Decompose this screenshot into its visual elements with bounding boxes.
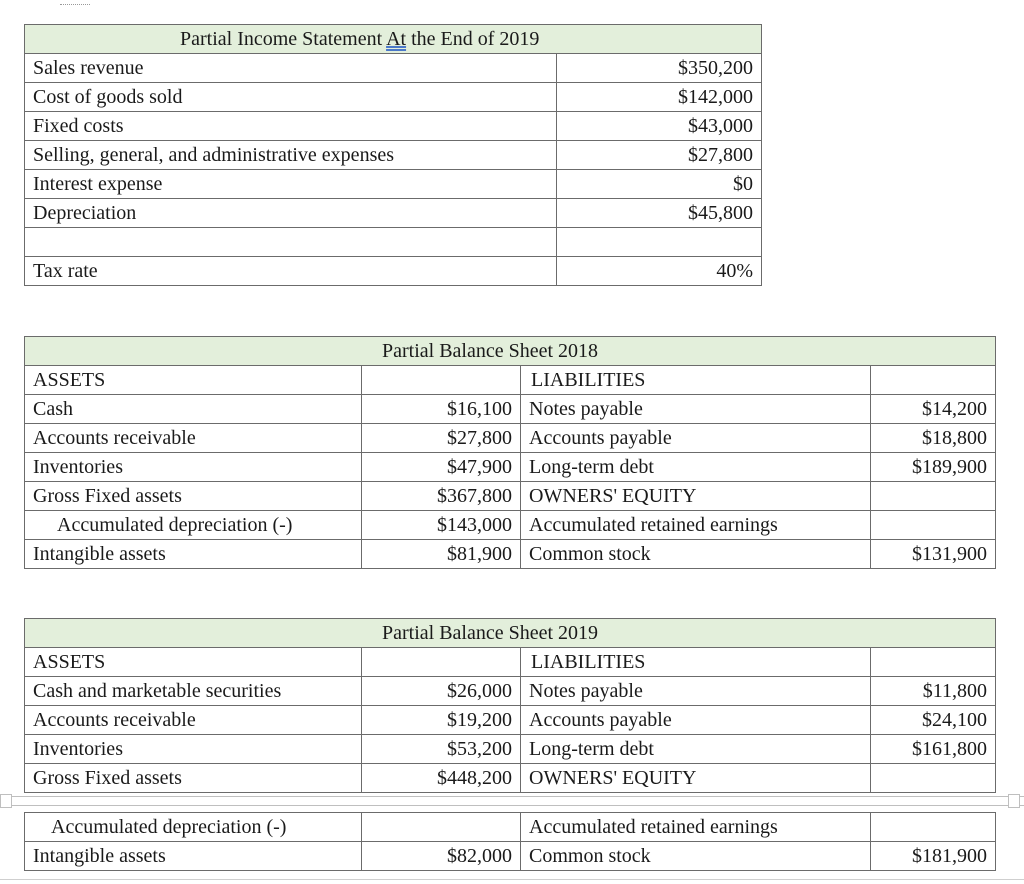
- table-row: Cost of goods sold $142,000: [25, 83, 762, 112]
- text-fragment: [60, 0, 90, 5]
- income-statement-title: Partial Income Statement At the End of 2019: [25, 25, 762, 54]
- tax-rate-label: Tax rate: [25, 257, 557, 286]
- table-row: Cash $16,100 Notes payable $14,200: [25, 395, 996, 424]
- balance-sheet-2018-title: Partial Balance Sheet 2018: [25, 337, 996, 366]
- page-break-marker-right: [1008, 794, 1020, 808]
- liabilities-heading: LIABILITIES: [521, 366, 871, 395]
- table-row: Accounts receivable $27,800 Accounts payable $18,800: [25, 424, 996, 453]
- tax-rate-value: 40%: [557, 257, 762, 286]
- balance-sheet-2019-continued: [24, 812, 996, 871]
- table-row: [25, 366, 996, 395]
- balance-sheet-2019-title: Partial Balance Sheet 2019: [25, 619, 996, 648]
- table-row: Selling, general, and administrative expenses $27,800: [25, 141, 762, 170]
- table-row: Accumulated depreciation (-) Accumulated retained earnings: [25, 813, 996, 842]
- assets-heading: ASSETS: [25, 366, 362, 395]
- table-row: Gross Fixed assets $448,200 OWNERS' EQUITY: [25, 764, 996, 793]
- table-row: [25, 648, 996, 677]
- table-row: Intangible assets $81,900 Common stock $131,900: [25, 540, 996, 569]
- table-row: Accounts receivable $19,200 Accounts payable $24,100: [25, 706, 996, 735]
- tax-rate-row: [25, 257, 762, 286]
- table-row: Cash and marketable securities $26,000 Notes payable $11,800: [25, 677, 996, 706]
- empty-row: [25, 228, 762, 257]
- table-row: Gross Fixed assets $367,800 OWNERS' EQUITY: [25, 482, 996, 511]
- page-break: [0, 796, 1024, 806]
- balance-sheet-2019-table: [24, 618, 996, 793]
- table-row: Intangible assets $82,000 Common stock $181,900: [25, 842, 996, 871]
- page-bottom-rule: [0, 879, 1024, 880]
- liabilities-heading: LIABILITIES: [521, 648, 871, 677]
- table-row: Inventories $47,900 Long-term debt $189,900: [25, 453, 996, 482]
- table-row: Interest expense $0: [25, 170, 762, 199]
- table-row: Depreciation $45,800: [25, 199, 762, 228]
- table-row: Fixed costs $43,000: [25, 112, 762, 141]
- income-statement-table: [24, 24, 762, 286]
- table-row: Sales revenue $350,200: [25, 54, 762, 83]
- table-row: Inventories $53,200 Long-term debt $161,800: [25, 735, 996, 764]
- assets-heading: ASSETS: [25, 648, 362, 677]
- balance-sheet-2018-table: [24, 336, 996, 569]
- page-break-marker-left: [0, 794, 12, 808]
- table-row: Accumulated depreciation (-) $143,000 Accumulated retained earnings: [25, 511, 996, 540]
